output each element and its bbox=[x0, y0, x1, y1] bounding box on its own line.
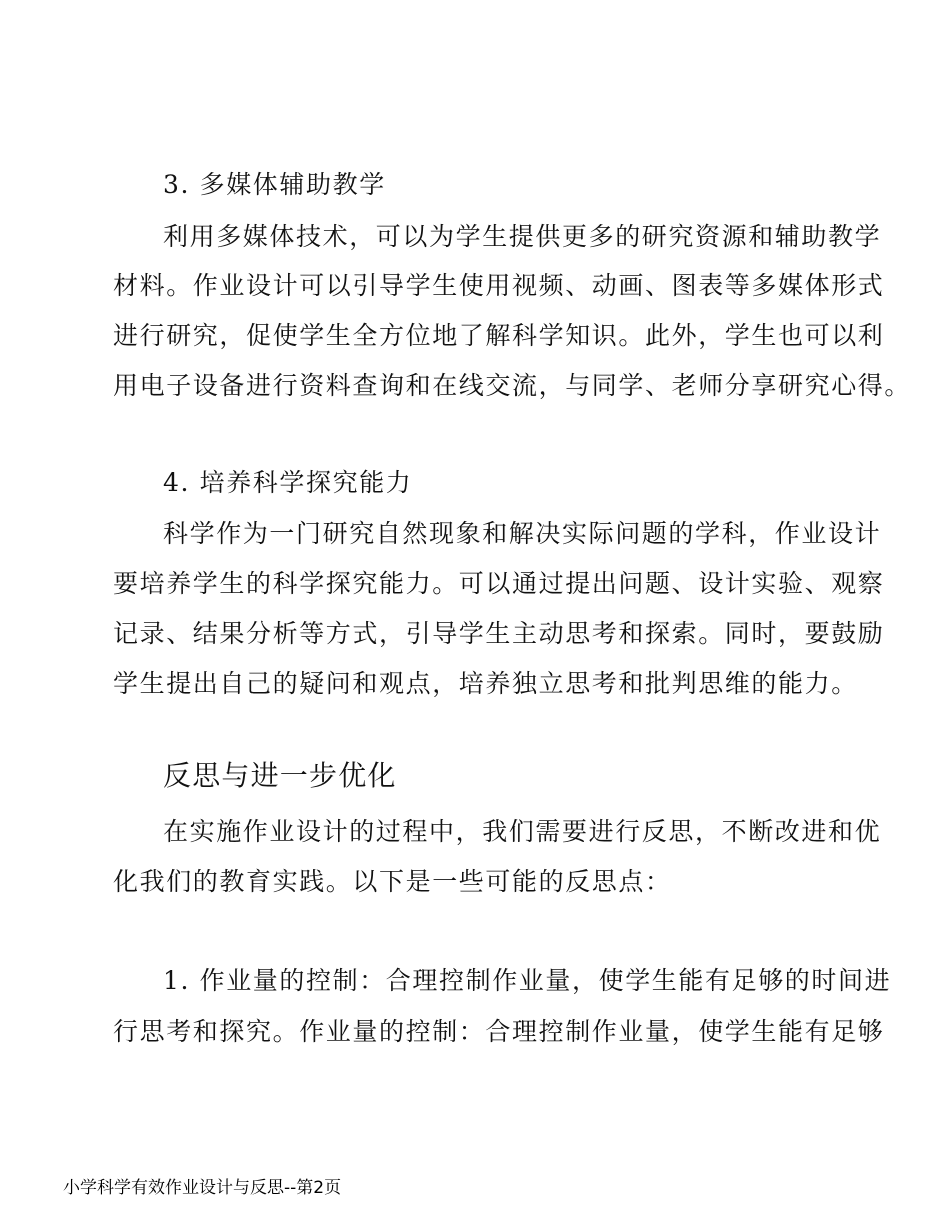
section-heading-multimedia: 3. 多媒体辅助教学 bbox=[163, 170, 386, 199]
paragraph-line: 进行研究，促使学生全方位地了解科学知识。此外，学生也可以利 bbox=[113, 321, 885, 350]
section-heading-inquiry: 4. 培养科学探究能力 bbox=[163, 468, 413, 497]
paragraph-line: 材料。作业设计可以引导学生使用视频、动画、图表等多媒体形式 bbox=[113, 271, 885, 300]
paragraph-line: 化我们的教育实践。以下是一些可能的反思点： bbox=[113, 867, 672, 896]
paragraph-line: 要培养学生的科学探究能力。可以通过提出问题、设计实验、观察 bbox=[113, 569, 885, 598]
paragraph-line: 学生提出自己的疑问和观点，培养独立思考和批判思维的能力。 bbox=[113, 669, 858, 698]
paragraph-line: 利用多媒体技术，可以为学生提供更多的研究资源和辅助教学 bbox=[163, 222, 882, 251]
paragraph-line: 记录、结果分析等方式，引导学生主动思考和探索。同时，要鼓励 bbox=[113, 619, 885, 648]
paragraph-line: 行思考和探究。作业量的控制：合理控制作业量，使学生能有足够 bbox=[113, 1017, 885, 1046]
page-footer: 小学科学有效作业设计与反思--第2页 bbox=[63, 1178, 342, 1198]
paragraph-line: 科学作为一门研究自然现象和解决实际问题的学科，作业设计 bbox=[163, 519, 882, 548]
paragraph-line: 用电子设备进行资料查询和在线交流，与同学、老师分享研究心得。 bbox=[113, 371, 912, 400]
section-title-reflection: 反思与进一步优化 bbox=[163, 759, 397, 792]
paragraph-line: 1. 作业量的控制：合理控制作业量，使学生能有足够的时间进 bbox=[163, 966, 892, 995]
paragraph-line: 在实施作业设计的过程中，我们需要进行反思，不断改进和优 bbox=[163, 817, 882, 846]
